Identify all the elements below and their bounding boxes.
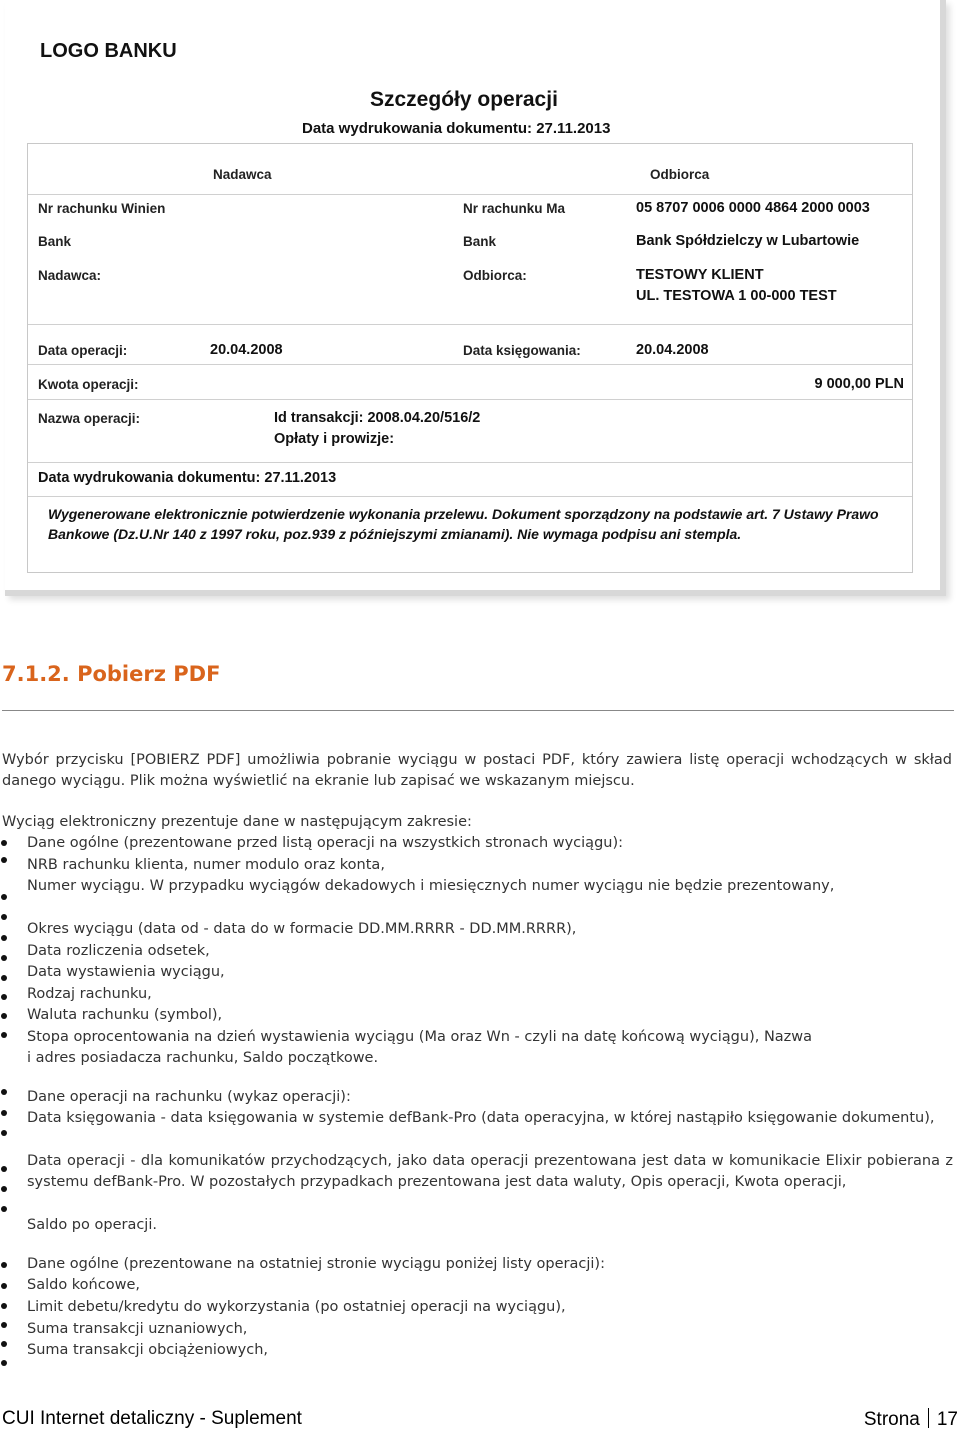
list-item: Suma transakcji uznaniowych, <box>27 1321 248 1337</box>
operation-date-value: 20.04.2008 <box>210 342 283 358</box>
bullet-dot <box>1 935 7 941</box>
list-item: Stopa oprocentowania na dzień wystawienia wyciągu (Ma oraz Wn - czyli na datę końcową wyciągu), Nazwa i adres posiadacza rachunku, Saldo początkowe. <box>27 1029 813 1066</box>
bullet-dot <box>1 1303 7 1309</box>
sender-column-header: Nadawca <box>213 167 272 182</box>
recipient-bank-value: Bank Spółdzielczy w Lubartowie <box>636 233 860 249</box>
list-item: Okres wyciągu (data od - data do w formacie DD.MM.RRRR - DD.MM.RRRR), <box>27 921 577 937</box>
operation-name-label: Nazwa operacji: <box>38 411 141 426</box>
operation-details-table <box>27 143 913 573</box>
page-word: Strona <box>863 1409 920 1430</box>
list-item: Data księgowania - data księgowania w systemie defBank-Pro (data operacyjna, w której nastąpiło księgowanie dokumentu), <box>27 1110 935 1126</box>
section-divider <box>2 710 954 711</box>
bullet-dot <box>1 1186 7 1192</box>
list-item: NRB rachunku klienta, numer modulo oraz konta, <box>27 857 385 873</box>
list-item: Waluta rachunku (symbol), <box>27 1007 223 1023</box>
operation-details-screenshot <box>5 0 946 596</box>
bullet-dot <box>1 914 7 920</box>
recipient-name: TESTOWY KLIENT <box>636 267 764 283</box>
page-number-value: 17 <box>936 1409 958 1430</box>
sender-label: Nadawca: <box>38 268 102 283</box>
bullet-dot <box>1 1166 7 1172</box>
recipient-label: Odbiorca: <box>463 268 527 283</box>
print-date-footer: Data wydrukowania dokumentu: 27.11.2013 <box>38 470 337 486</box>
scope-intro: Wyciąg elektroniczny prezentuje dane w następującym zakresie: <box>2 814 472 830</box>
booking-date-value: 20.04.2008 <box>636 342 709 358</box>
bank-logo: LOGO BANKU <box>40 40 177 62</box>
bullet-dot <box>1 1341 7 1347</box>
page-number <box>864 1408 958 1431</box>
list-item: Data rozliczenia odsetek, <box>27 943 210 959</box>
fees-label: Opłaty i prowizje: <box>274 431 395 447</box>
bullet-dot <box>1 1032 7 1038</box>
bullet-dot <box>1 1206 7 1212</box>
list-item: Data wystawienia wyciągu, <box>27 964 225 980</box>
sender-bank-label: Bank <box>38 234 72 249</box>
recipient-account-label: Nr rachunku Ma <box>463 201 566 216</box>
operation-details-title: Szczegóły operacji <box>370 88 558 111</box>
divider <box>28 399 912 400</box>
divider <box>28 324 912 325</box>
print-date-header: Data wydrukowania dokumentu: 27.11.2013 <box>302 120 611 137</box>
amount-value: 9 000,00 PLN <box>814 376 904 392</box>
amount-label: Kwota operacji: <box>38 377 139 392</box>
divider <box>28 462 912 463</box>
operation-date-label: Data operacji: <box>38 343 128 358</box>
sender-account-label: Nr rachunku Winien <box>38 201 166 216</box>
bullet-dot <box>1 894 7 900</box>
recipient-account-value: 05 8707 0006 0000 4864 2000 0003 <box>636 200 870 216</box>
list-item: Suma transakcji obciążeniowych, <box>27 1342 269 1358</box>
list-item: Limit debetu/kredytu do wykorzystania (po ostatniej operacji na wyciągu), <box>27 1299 566 1315</box>
recipient-column-header: Odbiorca <box>650 167 710 182</box>
transaction-id: Id transakcji: 2008.04.20/516/2 <box>274 410 481 426</box>
list-item: Rodzaj rachunku, <box>27 986 152 1002</box>
bullet-dot <box>1 975 7 981</box>
bullet-dot <box>1 1110 7 1116</box>
list-item: Numer wyciągu. W przypadku wyciągów dekadowych i miesięcznych numer wyciągu nie będzie prezentowany, <box>27 878 835 894</box>
intro-paragraph: Wybór przycisku [POBIERZ PDF] umożliwia pobranie wyciągu w postaci PDF, który zawiera listę operacji wchodzących w skład danego wyciągu. Plik można wyświetlić na ekranie lub zapisać we wskazanym miejscu. <box>2 752 952 789</box>
list-item: Saldo końcowe, <box>27 1277 140 1293</box>
bullet-dot <box>1 1089 7 1095</box>
booking-date-label: Data księgowania: <box>463 343 581 358</box>
bullet-dot <box>1 840 7 846</box>
footer-title: CUI Internet detaliczny - Suplement <box>2 1408 302 1429</box>
recipient-bank-label: Bank <box>463 234 497 249</box>
list-item: Dane ogólne (prezentowane przed listą operacji na wszystkich stronach wyciągu): <box>27 835 624 851</box>
bullet-dot <box>1 1013 7 1019</box>
bullet-dot <box>1 857 7 863</box>
bullet-dot <box>1 1322 7 1328</box>
legal-note: Wygenerowane elektronicznie potwierdzenie wykonania przelewu. Dokument sporządzony na podstawie art. 7 Ustawy Prawo Bankowe (Dz.U.Nr 140 z 1997 roku, poz.939 z późniejszymi zmianami). Nie wymaga podpisu ani stempla. <box>48 506 879 542</box>
divider <box>28 364 912 365</box>
divider <box>28 194 912 195</box>
list-item: Saldo po operacji. <box>27 1217 157 1233</box>
bullet-dot <box>1 1262 7 1268</box>
divider <box>28 496 912 497</box>
list-item: Dane ogólne (prezentowane na ostatniej stronie wyciągu poniżej listy operacji): <box>27 1256 605 1272</box>
bullet-dot <box>1 955 7 961</box>
list-item: Data operacji - dla komunikatów przychodzących, jako data operacji prezentowana jest data w komunikacie Elixir pobierana z systemu defBank-Pro. W pozostałych przypadkach prezentowana jest data waluty, Opis operacji, Kwota operacji, <box>27 1153 953 1190</box>
section-title: 7.1.2. Pobierz PDF <box>2 662 221 686</box>
recipient-address: UL. TESTOWA 1 00-000 TEST <box>636 288 837 304</box>
bullet-dot <box>1 1283 7 1289</box>
page-separator <box>928 1408 929 1428</box>
bullet-dot <box>1 1360 7 1366</box>
bullet-dot <box>1 994 7 1000</box>
bullet-dot <box>1 1130 7 1136</box>
list-item: Dane operacji na rachunku (wykaz operacji): <box>27 1089 351 1105</box>
